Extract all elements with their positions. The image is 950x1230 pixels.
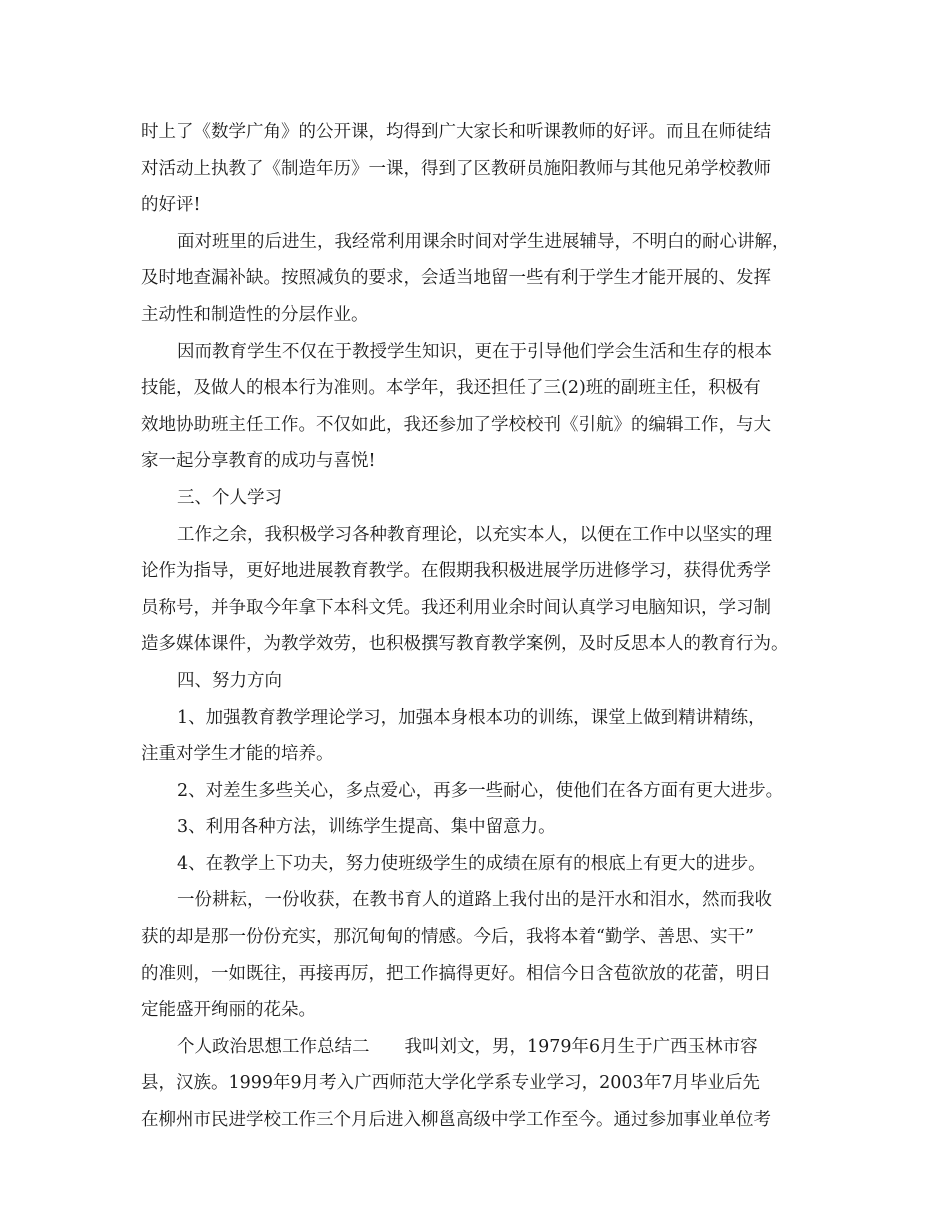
text-line: 一份耕耘，一份收获，在教书育人的道路上我付出的是汗水和泪水，然而我收 (177, 890, 772, 911)
text-line: 对活动上执教了《制造年历》一课，得到了区教研员施阳教师与其他兄弟学校教师 (141, 158, 771, 179)
text-line: 造多媒体课件，为教学效劳，也积极撰写教育教学案例，及时反思本人的教育行为。 (141, 634, 789, 655)
document-body (141, 114, 821, 1139)
text-line: 四、努力方向 (177, 670, 282, 691)
text-line: 的准则，一如既往，再接再厉，把工作搞得更好。相信今日含苞欲放的花蕾，明日 (141, 963, 771, 984)
text-line: 获的却是那一份份充实，那沉甸甸的情感。今后，我将本着“勤学、善思、实干” (141, 927, 754, 948)
text-line: 主动性和制造性的分层作业。 (141, 304, 369, 325)
text-line: 因而教育学生不仅在于教授学生知识，更在于引导他们学会生活和生存的根本 (177, 341, 772, 362)
text-line: 2、对差生多些关心，多点爱心，再多一些耐心，使他们在各方面有更大进步。 (177, 780, 784, 801)
text-line: 时上了《数学广角》的公开课，均得到广大家长和听课教师的好评。而且在师徒结 (141, 122, 771, 142)
text-line: 3、利用各种方法，训练学生提高、集中留意力。 (177, 817, 556, 838)
text-line: 1、加强教育教学理论学习，加强本身根本功的训练，课堂上做到精讲精练， (177, 707, 766, 728)
text-line: 注重对学生才能的培养。 (141, 744, 334, 765)
text-line: 技能，及做人的根本行为准则。本学年，我还担任了三(2)班的副班主任，积极有 (141, 378, 761, 399)
text-line: 员称号，并争取今年拿下本科文凭。我还利用业余时间认真学习电脑知识，学习制 (141, 597, 771, 618)
text-line: 效地协助班主任工作。不仅如此，我还参加了学校校刊《引航》的编辑工作，与大 (141, 414, 771, 435)
text-line: 在柳州市民进学校工作三个月后进入柳邕高级中学工作至今。通过参加事业单位考 (141, 1110, 771, 1131)
text-line: 定能盛开绚丽的花朵。 (141, 1000, 316, 1021)
text-line: 三、个人学习 (177, 487, 282, 508)
text-line: 工作之余，我积极学习各种教育理论，以充实本人，以便在工作中以坚实的理 (177, 524, 772, 545)
text-line: 及时地查漏补缺。按照减负的要求，会适当地留一些有利于学生才能开展的、发挥 (141, 268, 771, 289)
text-line: 4、在教学上下功夫，努力使班级学生的成绩在原有的根底上有更大的进步。 (177, 853, 766, 874)
text-line: 面对班里的后进生，我经常利用课余时间对学生进展辅导，不明白的耐心讲解， (177, 231, 790, 252)
text-line: 论作为指导，更好地进展教育教学。在假期我积极进展学历进修学习，获得优秀学 (141, 561, 771, 582)
text-line: 个人政治思想工作总结二 我叫刘文，男，1979年6月生于广西玉林市容 (177, 1036, 758, 1057)
text-line: 县，汉族。1999年9月考入广西师范大学化学系专业学习，2003年7月毕业后先 (141, 1073, 760, 1094)
text-line: 家一起分享教育的成功与喜悦! (141, 451, 376, 472)
text-line: 的好评! (141, 195, 201, 216)
